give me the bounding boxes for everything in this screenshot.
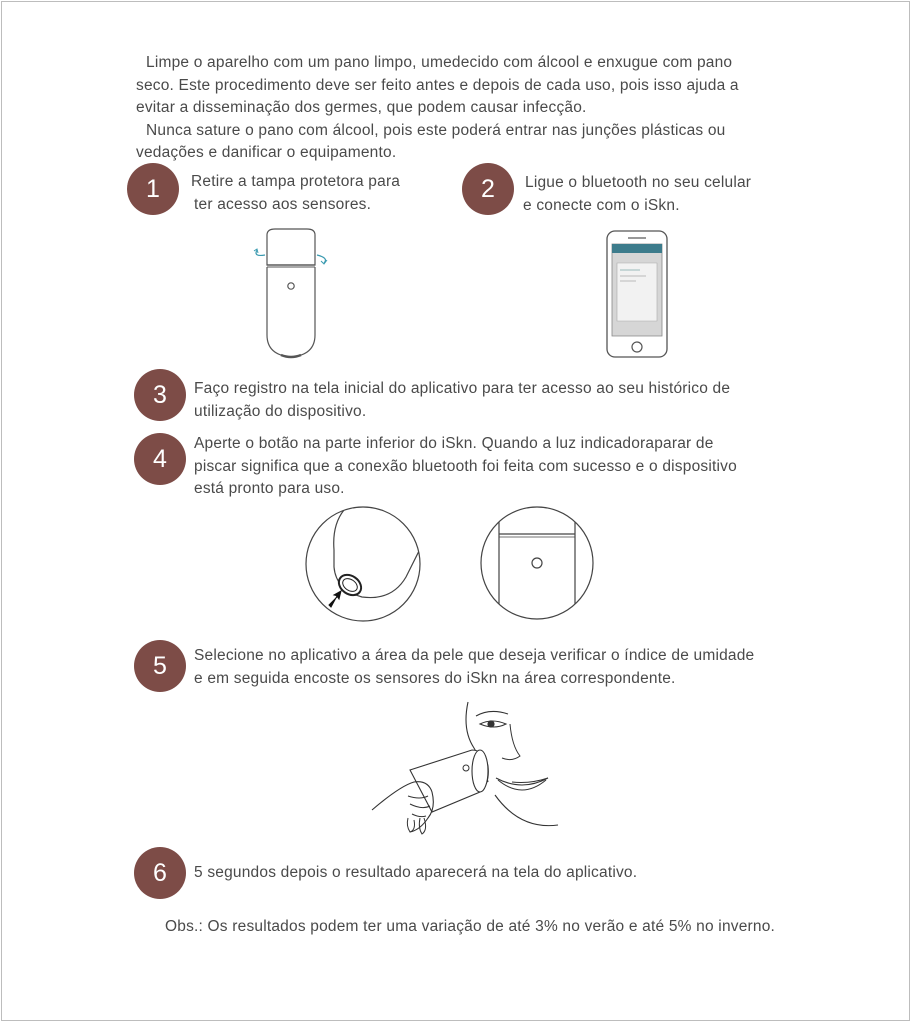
device-light-indicator-illustration [479,505,595,621]
intro-text [136,52,776,165]
step-5-text: Selecione no aplicativo a área da pele que deseja verificar o índice de umidade e em seguida encoste os sensores do iSkn na área correspondente. [194,647,755,687]
step-1-number-badge: 1 [127,163,179,215]
step-3-number-badge: 3 [134,369,186,421]
step-2-text: Ligue o bluetooth no seu celular e conecte com o iSkn. [523,174,752,214]
step-1-text: Retire a tampa protetora para ter acesso aos sensores. [191,173,401,213]
step-3-text: Faço registro na tela inicial do aplicativo para ter acesso ao seu histórico de utilização do dispositivo. [194,380,731,420]
phone-bluetooth-illustration [606,230,668,358]
step-4-number-badge: 4 [134,433,186,485]
step-6-number-badge: 6 [134,847,186,899]
intro-paragraph-1: Limpe o aparelho com um pano limpo, umedecido com álcool e enxugue com pano seco. Este procedimento deve ser feito antes e depois de cada uso, pois isso ajuda a evitar a disseminação dos germes, que podem causar infecção. [136,54,739,116]
intro-paragraph-2: Nunca sature o pano com álcool, pois este poderá entrar nas junções plásticas ou vedações e danificar o equipamento. [136,121,726,161]
step-6-text: 5 segundos depois o resultado aparecerá na tela do aplicativo. [194,864,638,881]
step-4-text: Aperte o botão na parte inferior do iSkn. Quando a luz indicadoraparar de piscar significa que a conexão bluetooth foi feita com sucesso e o dispositivo está pronto para uso. [194,435,737,497]
device-cap-illustration [245,225,335,365]
step-2-number-badge: 2 [462,163,514,215]
step-5-number-badge: 5 [134,640,186,692]
device-button-closeup-illustration [304,505,422,623]
face-measurement-illustration [370,700,570,842]
observation-note: Obs.: Os resultados podem ter uma variação de até 3% no verão e até 5% no inverno. [165,918,776,935]
